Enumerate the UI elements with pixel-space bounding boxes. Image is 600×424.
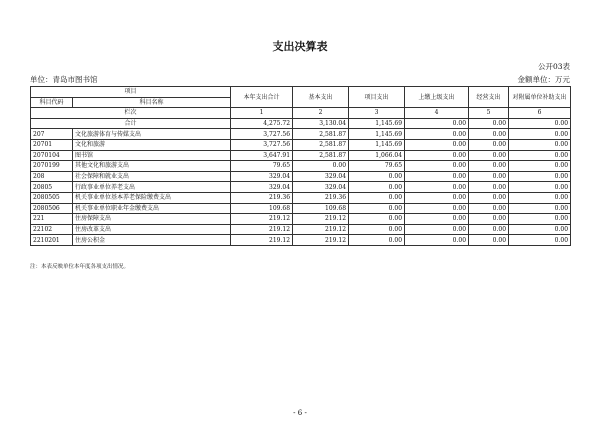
- amount-cell: 329.04: [293, 182, 349, 193]
- table-row: [31, 139, 571, 150]
- amount-cell: 1,145.69: [349, 139, 405, 150]
- amount-cell: 0.00: [405, 214, 469, 225]
- amount-cell: 0.00: [405, 150, 469, 161]
- amount-cell: 0.00: [405, 161, 469, 172]
- table-row: [31, 224, 571, 235]
- amount-cell: 219.12: [231, 224, 293, 235]
- amount-cell: 79.65: [349, 161, 405, 172]
- amount-cell: 0.00: [349, 171, 405, 182]
- table-row: [31, 192, 571, 203]
- amount-cell: 329.04: [231, 182, 293, 193]
- subject-code: 2080505: [31, 192, 73, 203]
- amount-cell: 0.00: [349, 203, 405, 214]
- header-code: 科目代码: [31, 97, 73, 108]
- amount-cell: 0.00: [509, 203, 571, 214]
- amount-cell: 0.00: [349, 224, 405, 235]
- unit-label: 单位：青岛市图书馆: [30, 75, 98, 84]
- subject-code: 208: [31, 171, 73, 182]
- footnote: 注：本表反映单位本年度各项支出情况。: [30, 264, 130, 270]
- amount-cell: 0.00: [509, 139, 571, 150]
- amount-cell: 0.00: [469, 171, 509, 182]
- amount-cell: 0.00: [509, 214, 571, 225]
- subject-name: 文化和旅游: [73, 139, 231, 150]
- subject-code: 20805: [31, 182, 73, 193]
- subject-code: 221: [31, 214, 73, 225]
- amount-cell: 0.00: [405, 203, 469, 214]
- amount-cell: 219.12: [293, 235, 349, 246]
- total-label: 合计: [31, 118, 231, 129]
- amount-cell: 0.00: [405, 192, 469, 203]
- subject-name: 社会保障和就业支出: [73, 171, 231, 182]
- amount-cell: 0.00: [509, 235, 571, 246]
- total-cell: 0.00: [509, 118, 571, 129]
- amount-cell: 0.00: [469, 192, 509, 203]
- amount-cell: 0.00: [469, 150, 509, 161]
- amount-cell: 2,581.87: [293, 139, 349, 150]
- amount-cell: 0.00: [469, 161, 509, 172]
- table-row: [31, 150, 571, 161]
- table-row: [31, 129, 571, 140]
- amount-cell: 0.00: [509, 182, 571, 193]
- amount-cell: 109.68: [231, 203, 293, 214]
- table-row: [31, 161, 571, 172]
- amount-cell: 0.00: [405, 171, 469, 182]
- subject-code: 2080506: [31, 203, 73, 214]
- amount-cell: 219.12: [231, 235, 293, 246]
- amount-cell: 0.00: [349, 192, 405, 203]
- table-row: [31, 235, 571, 246]
- amount-cell: 0.00: [405, 224, 469, 235]
- amount-cell: 0.00: [293, 161, 349, 172]
- amount-cell: 0.00: [349, 235, 405, 246]
- amount-cell: 219.12: [293, 224, 349, 235]
- subject-name: 图书馆: [73, 150, 231, 161]
- page-number: - 6 -: [293, 409, 307, 417]
- header-basic: 基本支出: [293, 87, 349, 108]
- colnum: 1: [231, 108, 293, 119]
- amount-cell: 0.00: [405, 235, 469, 246]
- amount-cell: 0.00: [509, 224, 571, 235]
- amount-cell: 0.00: [469, 129, 509, 140]
- amount-cell: 219.12: [293, 214, 349, 225]
- amount-cell: 0.00: [349, 182, 405, 193]
- subject-name: 其他文化和旅游支出: [73, 161, 231, 172]
- total-cell: 1,145.69: [349, 118, 405, 129]
- table-row: [31, 171, 571, 182]
- amount-cell: 1,145.69: [349, 129, 405, 140]
- form-number: 公开03表: [537, 62, 570, 71]
- amount-cell: 2,581.87: [293, 129, 349, 140]
- subject-name: 机关事业单位基本养老保险缴费支出: [73, 192, 231, 203]
- subject-name: 文化旅游体育与传媒支出: [73, 129, 231, 140]
- subject-code: 20701: [31, 139, 73, 150]
- amount-cell: 0.00: [405, 182, 469, 193]
- subject-name: 行政事业单位养老支出: [73, 182, 231, 193]
- amount-cell: 79.65: [231, 161, 293, 172]
- amount-cell: 0.00: [469, 224, 509, 235]
- amount-cell: 3,647.91: [231, 150, 293, 161]
- amount-cell: 0.00: [469, 203, 509, 214]
- colnum: 2: [293, 108, 349, 119]
- total-cell: 3,130.04: [293, 118, 349, 129]
- header-project: 项目: [31, 87, 231, 98]
- subject-name: 机关事业单位职业年金缴费支出: [73, 203, 231, 214]
- amount-cell: 329.04: [231, 171, 293, 182]
- colnum: 6: [509, 108, 571, 119]
- amount-cell: 0.00: [469, 139, 509, 150]
- amount-cell: 0.00: [349, 214, 405, 225]
- amount-cell: 0.00: [469, 235, 509, 246]
- subject-name: 住房保障支出: [73, 214, 231, 225]
- header-total: 本年支出合计: [231, 87, 293, 108]
- amount-cell: 0.00: [509, 161, 571, 172]
- amount-cell: 0.00: [509, 171, 571, 182]
- table-row: [31, 214, 571, 225]
- subject-code: 2210201: [31, 235, 73, 246]
- amount-cell: 1,066.04: [349, 150, 405, 161]
- subject-code: 2070104: [31, 150, 73, 161]
- amount-cell: 219.36: [231, 192, 293, 203]
- table-row: [31, 182, 571, 193]
- header-lanci: 栏次: [31, 108, 231, 119]
- amount-unit-label: 金额单位：万元: [517, 75, 570, 84]
- subject-code: 207: [31, 129, 73, 140]
- header-upper: 上缴上级支出: [405, 87, 469, 108]
- subject-name: 住房公积金: [73, 235, 231, 246]
- amount-cell: 0.00: [509, 129, 571, 140]
- header-business: 经营支出: [469, 87, 509, 108]
- table-row: [31, 203, 571, 214]
- subject-code: 2070199: [31, 161, 73, 172]
- colnum: 3: [349, 108, 405, 119]
- amount-cell: 0.00: [509, 150, 571, 161]
- amount-cell: 3,727.56: [231, 139, 293, 150]
- total-cell: 0.00: [405, 118, 469, 129]
- expenditure-table: [30, 86, 571, 246]
- header-name: 科目名称: [73, 97, 231, 108]
- amount-cell: 219.36: [293, 192, 349, 203]
- amount-cell: 3,727.56: [231, 129, 293, 140]
- header-project-exp: 项目支出: [349, 87, 405, 108]
- total-cell: 4,275.72: [231, 118, 293, 129]
- total-row: [31, 118, 571, 129]
- amount-cell: 0.00: [405, 139, 469, 150]
- total-cell: 0.00: [469, 118, 509, 129]
- subject-code: 22102: [31, 224, 73, 235]
- amount-cell: 219.12: [231, 214, 293, 225]
- amount-cell: 0.00: [469, 214, 509, 225]
- amount-cell: 0.00: [405, 129, 469, 140]
- subject-name: 住房改革支出: [73, 224, 231, 235]
- colnum: 5: [469, 108, 509, 119]
- amount-cell: 0.00: [509, 192, 571, 203]
- header-subsidy: 对附属单位补助支出: [509, 87, 571, 108]
- colnum: 4: [405, 108, 469, 119]
- amount-cell: 109.68: [293, 203, 349, 214]
- amount-cell: 329.04: [293, 171, 349, 182]
- amount-cell: 2,581.87: [293, 150, 349, 161]
- page-title: 支出决算表: [272, 40, 328, 53]
- amount-cell: 0.00: [469, 182, 509, 193]
